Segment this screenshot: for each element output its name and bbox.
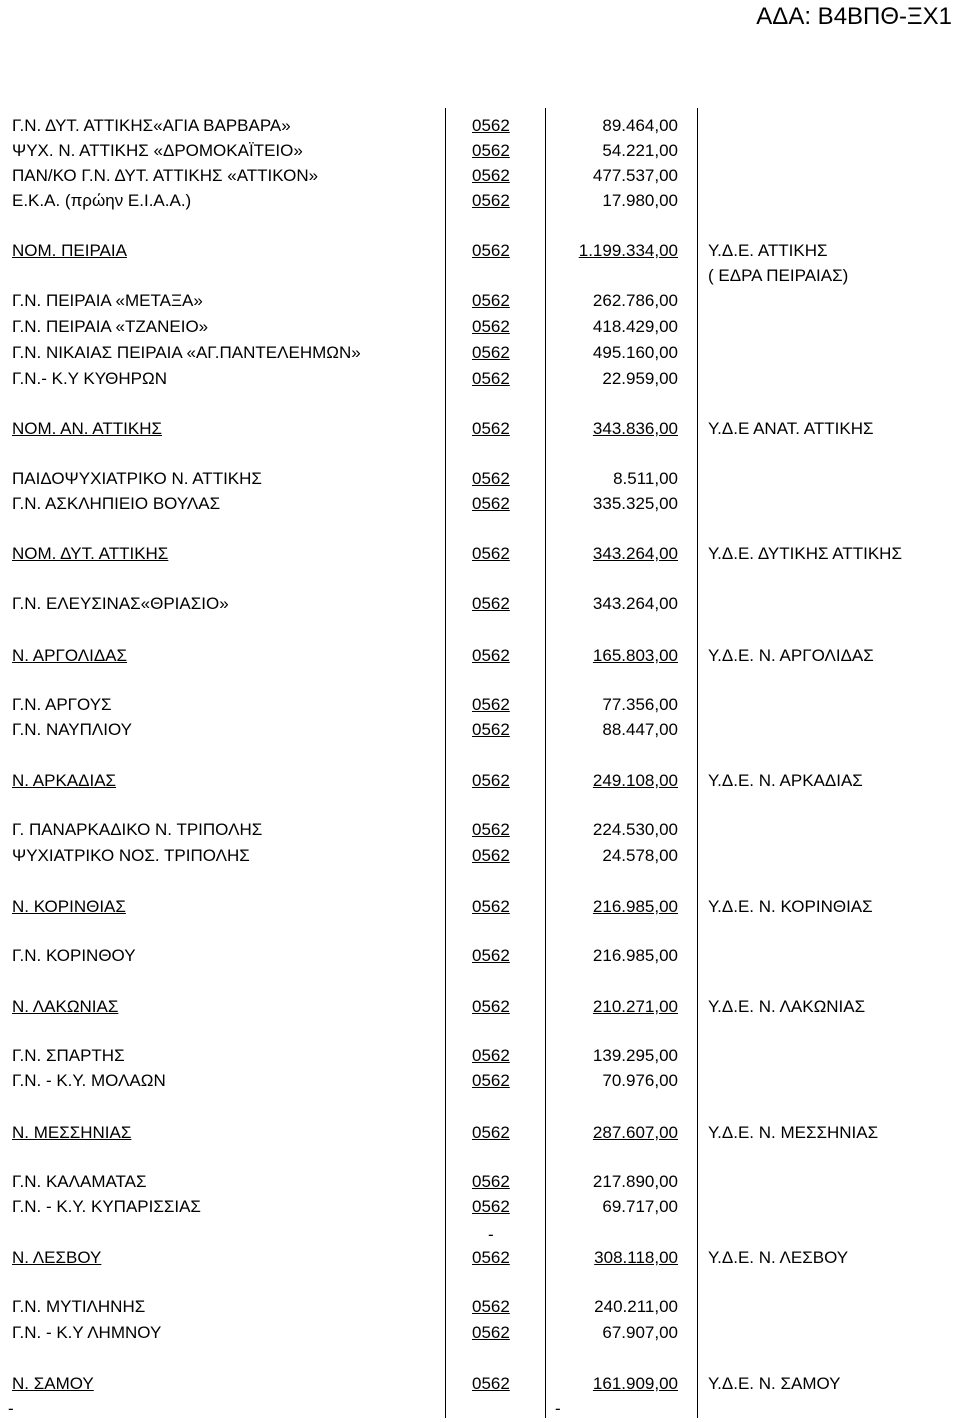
table-row <box>0 1045 960 1067</box>
amount: 217.890,00 <box>592 1172 678 1191</box>
prefecture-row <box>0 896 960 918</box>
amount: 477.537,00 <box>592 166 678 185</box>
table-row <box>0 140 960 162</box>
budget-code: 0562 <box>472 1172 510 1191</box>
amount: 67.907,00 <box>602 1323 678 1342</box>
budget-code: 0562 <box>472 369 510 388</box>
table-row <box>0 845 960 867</box>
prefecture-name: Ν. ΜΕΣΣΗΝΙΑΣ <box>12 1123 132 1142</box>
amount: 22.959,00 <box>602 369 678 388</box>
authority: Υ.Δ.Ε. Ν. ΛΕΣΒΟΥ <box>708 1248 849 1267</box>
prefecture-row <box>0 996 960 1018</box>
amount: 343.264,00 <box>592 544 678 563</box>
hospital-name: Γ. ΠΑΝΑΡΚΑΔΙΚΟ Ν. ΤΡΙΠΟΛΗΣ <box>12 820 263 839</box>
document-id-header: ΑΔΑ: Β4ΒΠΘ-ΞΧ1 <box>756 3 952 30</box>
hospital-name: Γ.Ν. - Κ.Υ ΛΗΜΝΟΥ <box>12 1323 162 1342</box>
budget-code: 0562 <box>472 771 510 790</box>
amount: 216.985,00 <box>592 897 678 916</box>
authority: ( ΕΔΡΑ ΠΕΙΡΑΙΑΣ) <box>708 266 849 285</box>
authority: Υ.Δ.Ε. Ν. ΣΑΜΟΥ <box>708 1374 841 1393</box>
amount: 8.511,00 <box>613 469 678 488</box>
budget-code: 0562 <box>472 1297 510 1316</box>
amount: 343.836,00 <box>592 419 678 438</box>
hospital-name: Γ.Ν. ΚΟΡΙΝΘΟΥ <box>12 946 136 965</box>
budget-code: 0562 <box>472 946 510 965</box>
table-row <box>0 1296 960 1318</box>
authority: Υ.Δ.Ε. ΔΥΤΙΚΗΣ ΑΤΤΙΚΗΣ <box>708 544 902 563</box>
budget-code: 0562 <box>472 241 510 260</box>
hospital-name: Γ.Ν. ΝΑΥΠΛΙΟΥ <box>12 720 133 739</box>
budget-code: 0562 <box>472 494 510 513</box>
prefecture-row <box>0 1247 960 1269</box>
budget-code: 0562 <box>472 291 510 310</box>
hospital-name: Γ.Ν. - Κ.Υ. ΜΟΛΑΩΝ <box>12 1071 166 1090</box>
amount: 70.976,00 <box>602 1071 678 1090</box>
prefecture-name: Ν. ΚΟΡΙΝΘΙΑΣ <box>12 897 126 916</box>
budget-code: 0562 <box>472 1323 510 1342</box>
prefecture-row <box>0 1122 960 1144</box>
budget-code: 0562 <box>472 997 510 1016</box>
table-row <box>0 468 960 490</box>
budget-code: 0562 <box>472 1046 510 1065</box>
budget-code: 0562 <box>472 1248 510 1267</box>
amount: 69.717,00 <box>602 1197 678 1216</box>
prefecture-row <box>0 240 960 262</box>
hospital-name: Γ.Ν. ΕΛΕΥΣΙΝΑΣ«ΘΡΙΑΣΙΟ» <box>12 594 229 613</box>
prefecture-name: ΝΟΜ. ΔΥΤ. ΑΤΤΙΚΗΣ <box>12 544 169 563</box>
amount: 335.325,00 <box>592 494 678 513</box>
authority: Υ.Δ.Ε. Ν. ΛΑΚΩΝΙΑΣ <box>708 997 866 1016</box>
prefecture-row <box>0 645 960 667</box>
budget-code: 0562 <box>472 166 510 185</box>
table-row <box>0 115 960 137</box>
table-row <box>0 719 960 741</box>
budget-code: 0562 <box>472 317 510 336</box>
table-row <box>0 165 960 187</box>
table-row <box>0 1070 960 1092</box>
table-row <box>0 316 960 338</box>
prefecture-name: ΝΟΜ. ΠΕΙΡΑΙΑ <box>12 241 127 260</box>
budget-code: 0562 <box>472 1374 510 1393</box>
hospital-name: Γ.Ν. ΠΕΙΡΑΙΑ «ΜΕΤΑΞΑ» <box>12 291 203 310</box>
budget-code: 0562 <box>472 141 510 160</box>
table-row <box>0 694 960 716</box>
budget-code: 0562 <box>472 897 510 916</box>
amount: 88.447,00 <box>602 720 678 739</box>
authority: Υ.Δ.Ε. Ν. ΑΡΓΟΛΙΔΑΣ <box>708 646 874 665</box>
prefecture-name: Ν. ΛΑΚΩΝΙΑΣ <box>12 997 119 1016</box>
budget-code: 0562 <box>472 1123 510 1142</box>
dash-mark: - <box>8 1399 14 1418</box>
table-row <box>0 493 960 515</box>
hospital-name: ΨΥΧ. Ν. ΑΤΤΙΚΗΣ «ΔΡΟΜΟΚΑΪΤΕΙΟ» <box>12 141 303 160</box>
prefecture-name: Ν. ΑΡΓΟΛΙΔΑΣ <box>12 646 128 665</box>
amount: 161.909,00 <box>592 1374 678 1393</box>
budget-code: 0562 <box>472 116 510 135</box>
hospital-name: Ε.Κ.Α. (πρώην Ε.Ι.Α.Α.) <box>12 191 192 210</box>
prefecture-name: Ν. ΑΡΚΑΔΙΑΣ <box>12 771 117 790</box>
amount: 139.295,00 <box>592 1046 678 1065</box>
authority: Υ.Δ.Ε. Ν. ΑΡΚΑΔΙΑΣ <box>708 771 863 790</box>
amount: 249.108,00 <box>592 771 678 790</box>
prefecture-row <box>0 1373 960 1395</box>
budget-code: 0562 <box>472 469 510 488</box>
authority: Υ.Δ.Ε. Ν. ΚΟΡΙΝΘΙΑΣ <box>708 897 873 916</box>
hospital-name: Γ.Ν. ΜΥΤΙΛΗΝΗΣ <box>12 1297 146 1316</box>
hospital-name: Γ.Ν.- Κ.Υ ΚΥΘΗΡΩΝ <box>12 369 167 388</box>
budget-code: 0562 <box>472 695 510 714</box>
amount: 89.464,00 <box>602 116 678 135</box>
budget-code: 0562 <box>472 1071 510 1090</box>
authority: Υ.Δ.Ε. Ν. ΜΕΣΣΗΝΙΑΣ <box>708 1123 879 1142</box>
amount: 308.118,00 <box>594 1248 678 1267</box>
amount: 224.530,00 <box>592 820 678 839</box>
authority: Υ.Δ.Ε. ΑΤΤΙΚΗΣ <box>708 241 828 260</box>
budget-code: 0562 <box>472 1197 510 1216</box>
amount: 287.607,00 <box>592 1123 678 1142</box>
budget-code: 0562 <box>472 720 510 739</box>
hospital-name: Γ.Ν. ΑΡΓΟΥΣ <box>12 695 112 714</box>
amount: 216.985,00 <box>592 946 678 965</box>
hospital-name: ΨΥΧΙΑΤΡΙΚΟ ΝΟΣ. ΤΡΙΠΟΛΗΣ <box>12 846 250 865</box>
budget-code: 0562 <box>472 191 510 210</box>
dash-mark: - <box>555 1399 561 1418</box>
amount: 77.356,00 <box>602 695 678 714</box>
hospital-name: Γ.Ν. ΔΥΤ. ΑΤΤΙΚΗΣ«ΑΓΙΑ ΒΑΡΒΑΡΑ» <box>12 116 291 135</box>
amount: 343.264,00 <box>592 594 678 613</box>
authority: Υ.Δ.Ε ΑΝΑΤ. ΑΤΤΙΚΗΣ <box>708 419 874 438</box>
hospital-name: ΠΑΙΔΟΨΥΧΙΑΤΡΙΚΟ Ν. ΑΤΤΙΚΗΣ <box>12 469 262 488</box>
budget-code: 0562 <box>472 544 510 563</box>
budget-code: 0562 <box>472 343 510 362</box>
prefecture-name: Ν. ΣΑΜΟΥ <box>12 1374 94 1393</box>
budget-code: 0562 <box>472 820 510 839</box>
budget-code: 0562 <box>472 846 510 865</box>
table-row <box>0 190 960 212</box>
hospital-name: ΠΑΝ/ΚΟ Γ.Ν. ΔΥΤ. ΑΤΤΙΚΗΣ «ΑΤΤΙΚΟΝ» <box>12 166 319 185</box>
table-row <box>0 342 960 364</box>
prefecture-name: Ν. ΛΕΣΒΟΥ <box>12 1248 102 1267</box>
prefecture-row <box>0 770 960 792</box>
amount: 165.803,00 <box>592 646 678 665</box>
table-row <box>0 265 960 287</box>
budget-code: 0562 <box>472 646 510 665</box>
hospital-name: Γ.Ν. ΑΣΚΛΗΠΙΕΙΟ ΒΟΥΛΑΣ <box>12 494 221 513</box>
amount: 54.221,00 <box>602 141 678 160</box>
hospital-name: Γ.Ν. ΚΑΛΑΜΑΤΑΣ <box>12 1172 147 1191</box>
hospital-name: Γ.Ν. ΠΕΙΡΑΙΑ «ΤΖΑΝΕΙΟ» <box>12 317 209 336</box>
amount: 1.199.334,00 <box>578 241 678 260</box>
table-row <box>0 368 960 390</box>
prefecture-row <box>0 418 960 440</box>
budget-code: 0562 <box>472 419 510 438</box>
prefecture-name: ΝΟΜ. ΑΝ. ΑΤΤΙΚΗΣ <box>12 419 162 438</box>
table-row <box>0 819 960 841</box>
hospital-name: Γ.Ν. ΝΙΚΑΙΑΣ ΠΕΙΡΑΙΑ «ΑΓ.ΠΑΝΤΕΛΕΗΜΩΝ» <box>12 343 361 362</box>
budget-code: 0562 <box>472 594 510 613</box>
amount: 24.578,00 <box>602 846 678 865</box>
amount: 210.271,00 <box>592 997 678 1016</box>
amount: 240.211,00 <box>594 1297 678 1316</box>
prefecture-row <box>0 543 960 565</box>
table-row <box>0 1171 960 1193</box>
dash-mark: - <box>488 1225 494 1244</box>
amount: 17.980,00 <box>602 191 678 210</box>
table-row <box>0 1322 960 1344</box>
amount: 418.429,00 <box>592 317 678 336</box>
table-row <box>0 290 960 312</box>
hospital-name: Γ.Ν. ΣΠΑΡΤΗΣ <box>12 1046 125 1065</box>
table-row <box>0 593 960 615</box>
amount: 262.786,00 <box>592 291 678 310</box>
table-row <box>0 1196 960 1218</box>
amount: 495.160,00 <box>592 343 678 362</box>
hospital-name: Γ.Ν. - Κ.Υ. ΚΥΠΑΡΙΣΣΙΑΣ <box>12 1197 201 1216</box>
table-row <box>0 945 960 967</box>
